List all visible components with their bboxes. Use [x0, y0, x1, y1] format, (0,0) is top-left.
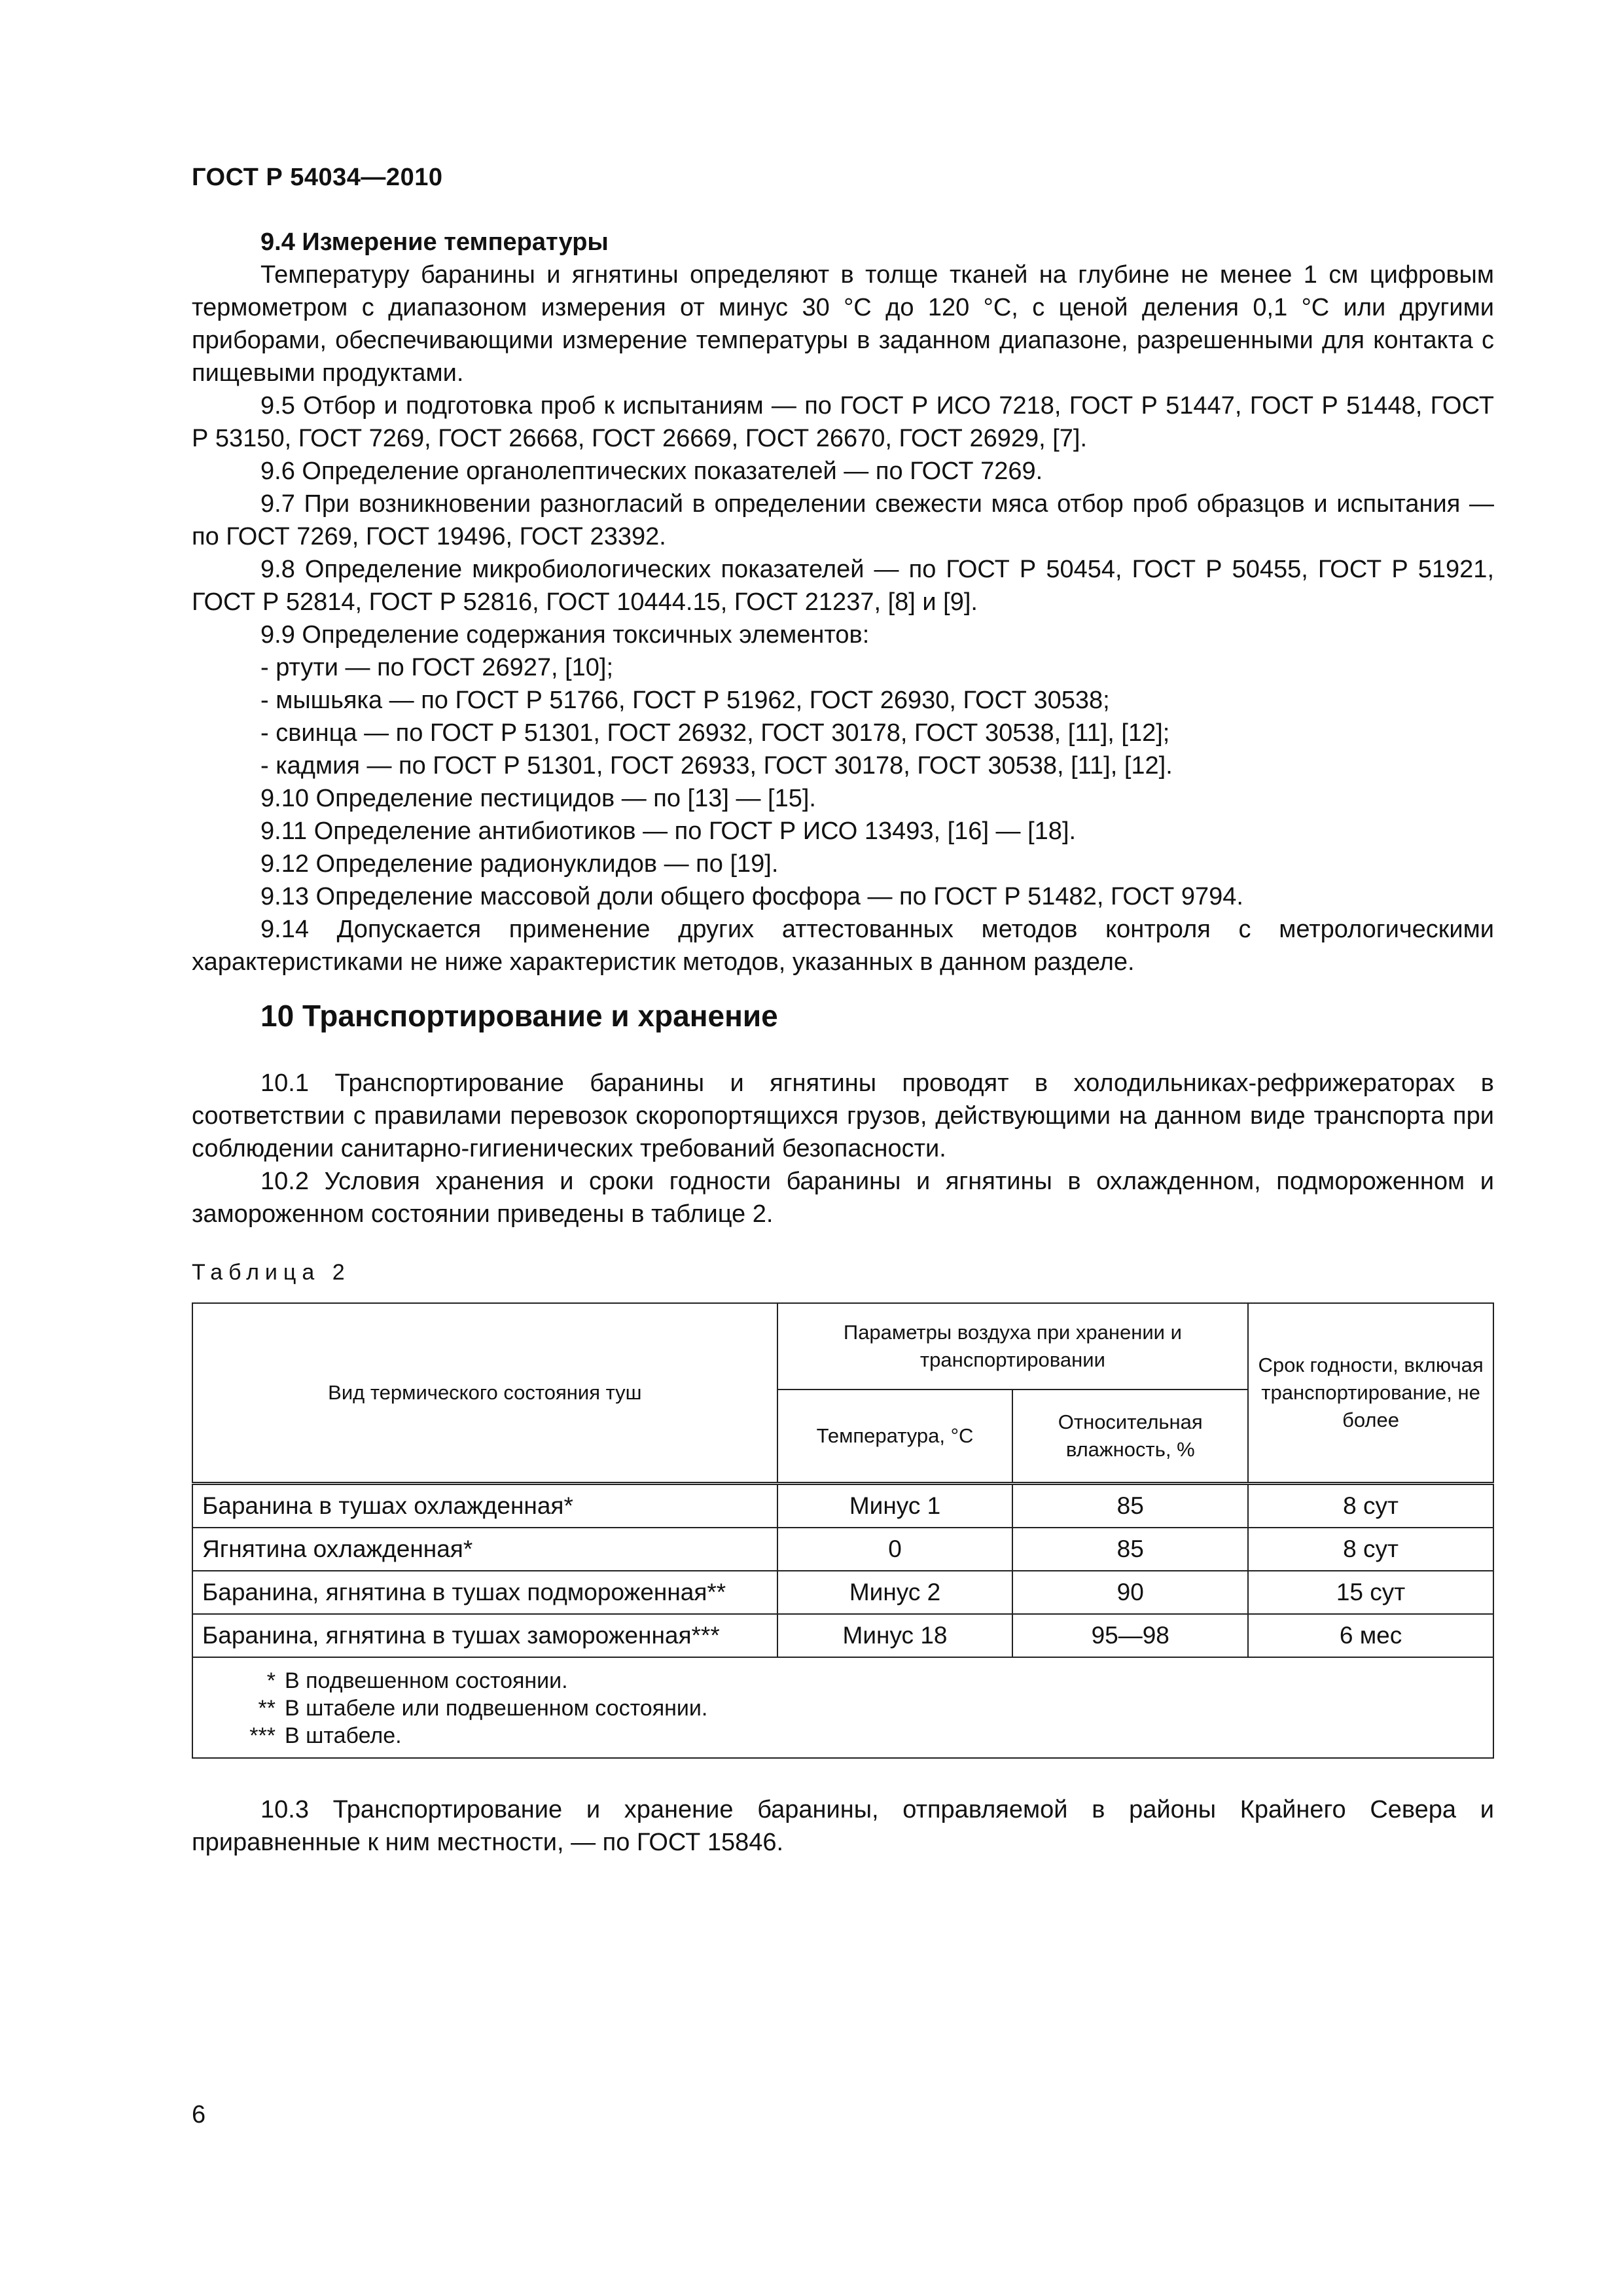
cell-temperature: Минус 2 [777, 1571, 1013, 1614]
table-row [192, 1614, 1493, 1657]
paragraph-9-7: 9.7 При возникновении разногласий в определении свежести мяса отбор проб образцов и испытания — по ГОСТ 7269, ГОСТ 19496, ГОСТ 23392. [192, 490, 1494, 550]
cell-humidity: 95—98 [1012, 1614, 1248, 1657]
section-10-text-continued [192, 1793, 1494, 1859]
note-mark: ** [258, 1696, 276, 1721]
table-caption: Таблица 2 [192, 1260, 351, 1285]
table-notes-row [192, 1657, 1493, 1758]
note-mark: * [266, 1668, 276, 1693]
paragraph-9-9: 9.9 Определение содержания токсичных элементов: [260, 621, 870, 649]
paragraph-10-1: 10.1 Транспортирование баранины и ягнятины проводят в холодильниках-рефрижераторах в соответствии с правилами перевозок скоропортящихся грузов, действующими на данном виде транспорта при соблюдении санитарно-гигиенических требований безопасности. [192, 1069, 1494, 1162]
cell-temperature: Минус 1 [777, 1484, 1013, 1528]
header-air-params: Параметры воздуха при хранении и транспортировании [777, 1303, 1248, 1390]
paragraph-9-12: 9.12 Определение радионуклидов — по [19]. [260, 850, 779, 878]
storage-conditions-table [192, 1302, 1494, 1759]
cell-shelf-life: 6 мес [1248, 1614, 1493, 1657]
cell-humidity: 85 [1012, 1484, 1248, 1528]
paragraph-10-2: 10.2 Условия хранения и сроки годности баранины и ягнятины в охлажденном, подмороженном и замороженном состоянии приведены в таблице 2. [192, 1168, 1494, 1228]
list-item: - кадмия — по ГОСТ Р 51301, ГОСТ 26933, ГОСТ 30178, ГОСТ 30538, [11], [12]. [260, 752, 1173, 780]
paragraph-9-8: 9.8 Определение микробиологических показателей — по ГОСТ Р 50454, ГОСТ Р 50455, ГОСТ Р 51921, ГОСТ Р 52814, ГОСТ Р 52816, ГОСТ 10444.15, ГОСТ 21237, [8] и [9]. [192, 556, 1494, 616]
table-note [193, 1667, 1493, 1695]
section-heading-10: 10 Транспортирование и хранение [260, 999, 778, 1033]
cell-carcass-type: Баранина, ягнятина в тушах подмороженная** [192, 1571, 777, 1614]
list-item: - ртути — по ГОСТ 26927, [10]; [260, 654, 614, 681]
paragraph-9-11: 9.11 Определение антибиотиков — по ГОСТ Р ИСО 13493, [16] — [18]. [260, 817, 1077, 845]
page-number: 6 [192, 2101, 206, 2128]
paragraph-9-14: 9.14 Допускается применение других аттестованных методов контроля с метрологическими характеристиками не ниже характеристик методов, указанных в данном разделе. [192, 916, 1494, 976]
table-notes [192, 1657, 1493, 1758]
paragraph-9-13: 9.13 Определение массовой доли общего фосфора — по ГОСТ Р 51482, ГОСТ 9794. [260, 883, 1243, 910]
section-9-text [192, 226, 1494, 978]
list-item: - мышьяка — по ГОСТ Р 51766, ГОСТ Р 51962, ГОСТ 26930, ГОСТ 30538; [260, 687, 1110, 714]
paragraph-9-6: 9.6 Определение органолептических показателей — по ГОСТ 7269. [260, 457, 1043, 485]
header-humidity: Относительная влажность, % [1012, 1390, 1248, 1484]
note-mark: *** [249, 1723, 276, 1748]
document-code: ГОСТ Р 54034—2010 [192, 164, 443, 191]
section-10-text [192, 1067, 1494, 1230]
paragraph-9-4: Температуру баранины и ягнятины определяют в толще тканей на глубине не менее 1 см цифровым термометром с диапазоном измерения от минус 30 °С до 120 °С, с ценой деления 0,1 °С или другими приборами, обеспечивающими измерение температуры в заданном диапазоне, разрешенными для контакта с пищевыми продуктами. [192, 261, 1494, 387]
table-note [193, 1722, 1493, 1749]
cell-carcass-type: Баранина, ягнятина в тушах замороженная*** [192, 1614, 777, 1657]
cell-shelf-life: 8 сут [1248, 1528, 1493, 1571]
list-item: - свинца — по ГОСТ Р 51301, ГОСТ 26932, ГОСТ 30178, ГОСТ 30538, [11], [12]; [260, 719, 1170, 747]
paragraph-9-10: 9.10 Определение пестицидов — по [13] — [15]. [260, 785, 816, 812]
note-text: В штабеле. [285, 1723, 402, 1748]
header-shelf-life: Срок годности, включая транспортирование, не более [1248, 1303, 1493, 1484]
cell-humidity: 85 [1012, 1528, 1248, 1571]
table-header-row [192, 1303, 1493, 1390]
note-text: В подвешенном состоянии. [285, 1668, 568, 1693]
cell-carcass-type: Баранина в тушах охлажденная* [192, 1484, 777, 1528]
table-row [192, 1484, 1493, 1528]
header-carcass-type: Вид термического состояния туш [192, 1303, 777, 1484]
table-note [193, 1695, 1493, 1722]
paragraph-10-3: 10.3 Транспортирование и хранение баранины, отправляемой в районы Крайнего Севера и приравненные к ним местности, — по ГОСТ 15846. [192, 1796, 1494, 1856]
paragraph-9-5: 9.5 Отбор и подготовка проб к испытаниям — по ГОСТ Р ИСО 7218, ГОСТ Р 51447, ГОСТ Р 51448, ГОСТ Р 53150, ГОСТ 7269, ГОСТ 26668, ГОСТ 26669, ГОСТ 26670, ГОСТ 26929, [7]. [192, 392, 1494, 452]
note-text: В штабеле или подвешенном состоянии. [285, 1696, 708, 1721]
cell-shelf-life: 15 сут [1248, 1571, 1493, 1614]
table-row [192, 1528, 1493, 1571]
cell-temperature: 0 [777, 1528, 1013, 1571]
cell-carcass-type: Ягнятина охлажденная* [192, 1528, 777, 1571]
table-row [192, 1571, 1493, 1614]
cell-shelf-life: 8 сут [1248, 1484, 1493, 1528]
subsection-heading-9-4: 9.4 Измерение температуры [260, 228, 609, 256]
cell-temperature: Минус 18 [777, 1614, 1013, 1657]
header-temperature: Температура, °С [777, 1390, 1013, 1484]
cell-humidity: 90 [1012, 1571, 1248, 1614]
